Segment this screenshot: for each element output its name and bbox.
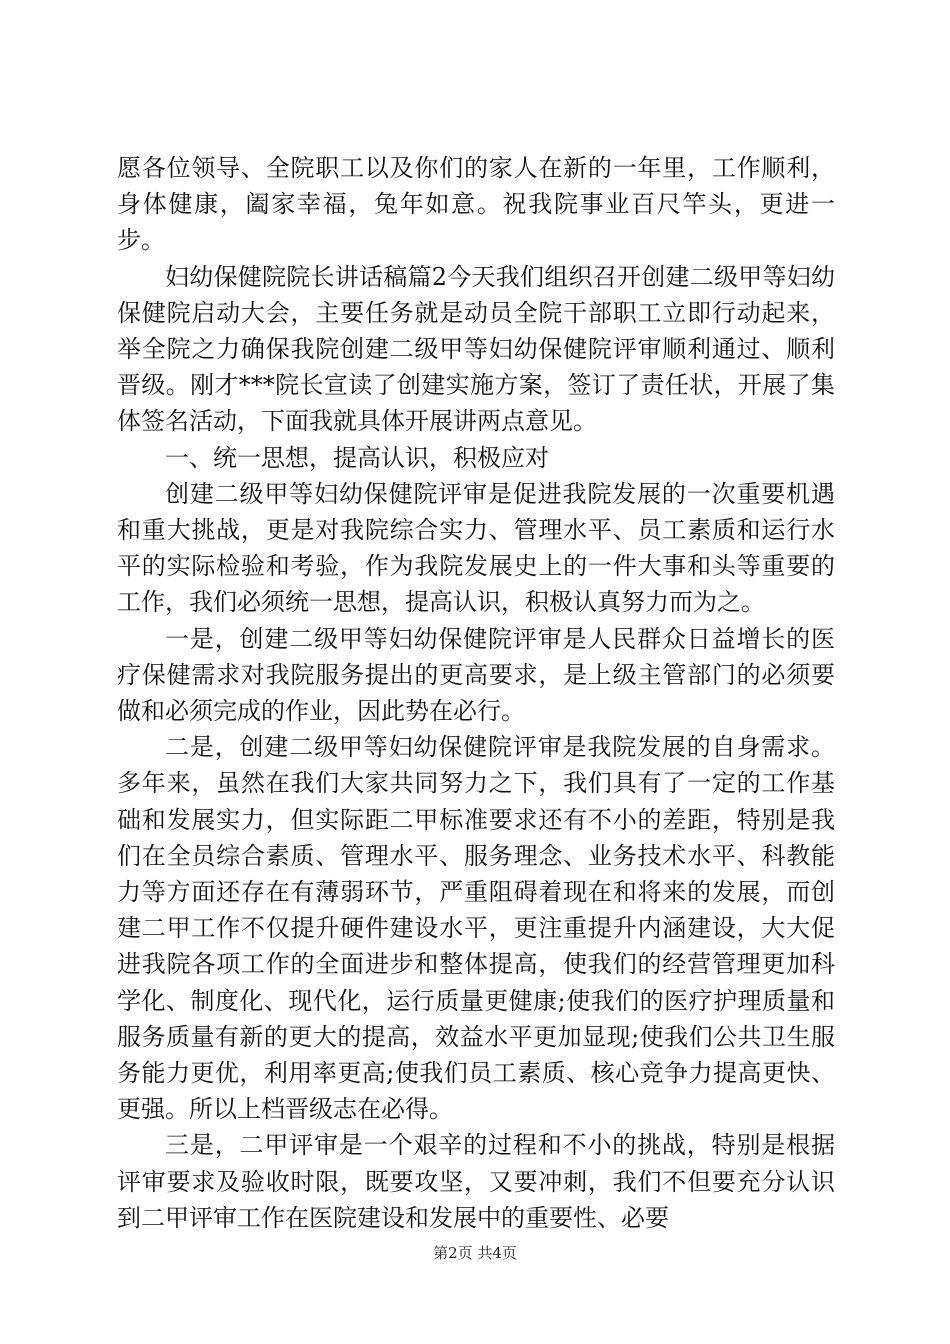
paragraph-3: 创建二级甲等妇幼保健院评审是促进我院发展的一次重要机遇和重大挑战，更是对我院综合实力、管理水平、员工素质和运行水平的实际检验和考验，作为我院发展史上的一件大事和头等重要的工作，我们必须统一思想，提高认识，积极认真努力而为之。 bbox=[117, 479, 835, 617]
paragraph-4: 一是，创建二级甲等妇幼保健院评审是人民群众日益增长的医疗保健需求对我院服务提出的更高要求，是上级主管部门的必须要做和必须完成的作业，因此势在必行。 bbox=[117, 624, 835, 726]
section-heading: 一、统一思想，提高认识，积极应对 bbox=[165, 443, 549, 472]
paragraph-6: 三是，二甲评审是一个艰辛的过程和不小的挑战，特别是根据评审要求及验收时限，既要攻坚，又要冲刺，我们不但要充分认识到二甲评审工作在医院建设和发展中的重要性、必要 bbox=[117, 1131, 835, 1232]
paragraph-5: 二是，创建二级甲等妇幼保健院评审是我院发展的自身需求。多年来，虽然在我们大家共同努力之下，我们具有了一定的工作基础和发展实力，但实际距二甲标准要求还有不小的差距，特别是我们在全员综合素质、管理水平、服务理念、业务技术水平、科教能力等方面还存在有薄弱环节，严重阻碍着现在和将来的发展，而创建二甲工作不仅提升硬件建设水平，更注重提升内涵建设，大大促进我院各项工作的全面进步和整体提高，使我们的经营管理更加科学化、制度化、现代化，运行质量更健康;使我们的医疗护理质量和服务质量有新的更大的提高，效益水平更加显现;使我们公共卫生服务能力更优，利用率更高;使我们员工素质、核心竞争力提高更快、更强。所以上档晋级志在必得。 bbox=[117, 733, 835, 1124]
paragraph-2: 妇幼保健院院长讲话稿篇2今天我们组织召开创建二级甲等妇幼保健院启动大会，主要任务就是动员全院干部职工立即行动起来，举全院之力确保我院创建二级甲等妇幼保健院评审顺利通过、顺利晋级。刚才***院长宣读了创建实施方案，签订了责任状，开展了集体签名活动，下面我就具体开展讲两点意见。 bbox=[117, 262, 835, 436]
paragraph-1: 愿各位领导、全院职工以及你们的家人在新的一年里，工作顺利，身体健康，阖家幸福，兔年如意。祝我院事业百尺竿头，更进一步。 bbox=[117, 154, 835, 255]
page-number-footer: 第2页 共4页 bbox=[433, 1244, 517, 1262]
document-body bbox=[117, 150, 835, 1236]
